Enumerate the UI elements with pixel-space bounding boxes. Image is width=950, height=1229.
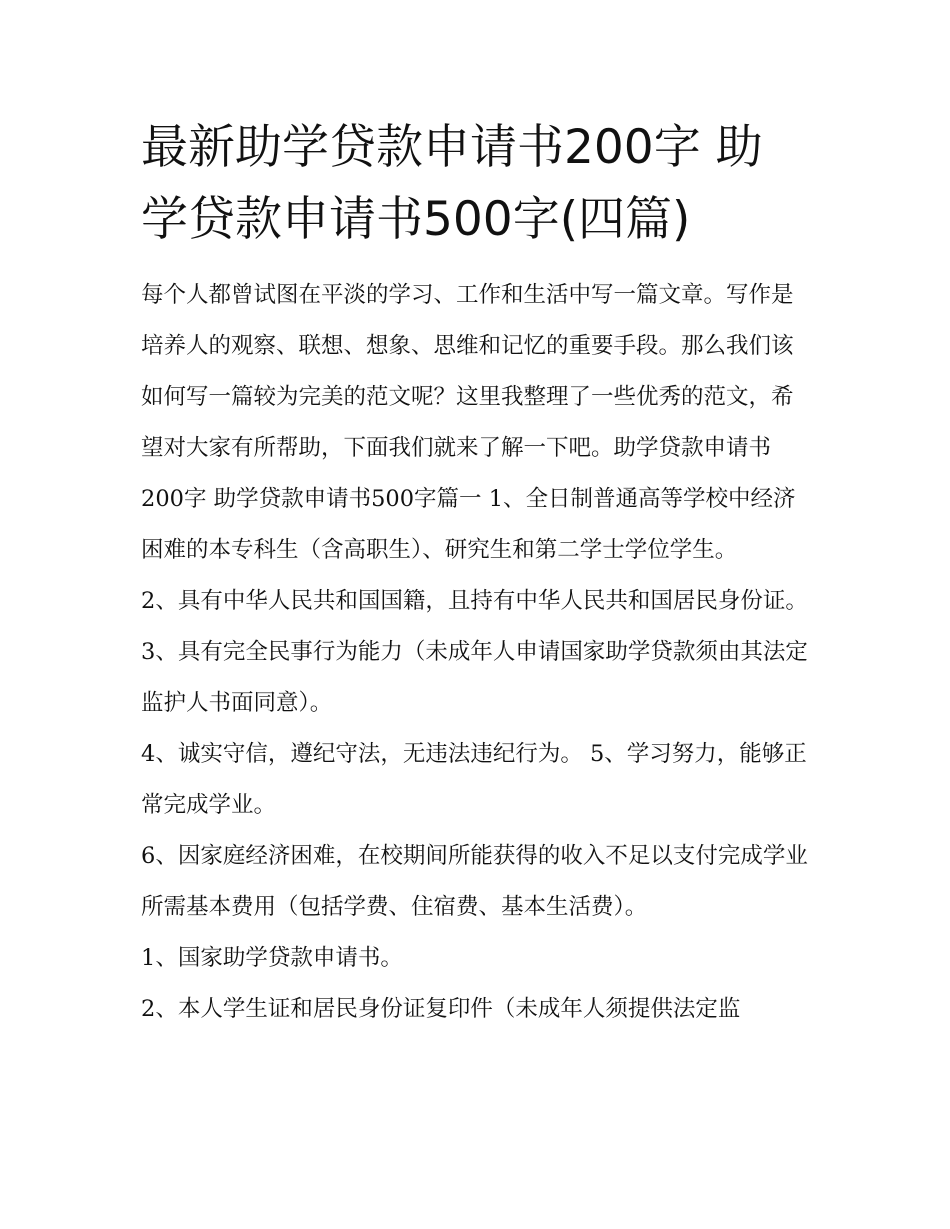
paragraph-item-6: 6、因家庭经济困难，在校期间所能获得的收入不足以支付完成学业所需基本费用（包括学费、住宿费、基本生活费）。 bbox=[141, 843, 808, 920]
paragraph-material-2: 2、本人学生证和居民身份证复印件（未成年人须提供法定监 bbox=[141, 996, 741, 1022]
paragraph-item-4-5: 4、诚实守信，遵纪守法，无违法违纪行为。 5、学习努力，能够正常完成学业。 bbox=[141, 741, 807, 818]
document-content bbox=[141, 112, 813, 1035]
paragraph-material-1: 1、国家助学贷款申请书。 bbox=[141, 945, 403, 971]
title-line-1: 最新助学贷款申请书200字 助 bbox=[141, 120, 763, 175]
paragraph-intro: 每个人都曾试图在平淡的学习、工作和生活中写一篇文章。写作是培养人的观察、联想、想象、思维和记忆的重要手段。那么我们该如何写一篇较为完美的范文呢？这里我整理了一些优秀的范文，希望对大家有所帮助，下面我们就来了解一下吧。助学贷款申请书200字 助学贷款申请书500字篇一 1、全日制普通高等学校中经济困难的本专科生（含高职生）、研究生和第二学士学位学生。 bbox=[141, 282, 796, 563]
paragraph-item-2-3: 2、具有中华人民共和国国籍，且持有中华人民共和国居民身份证。 3、具有完全民事行为能力（未成年人申请国家助学贷款须由其法定监护人书面同意）。 bbox=[141, 588, 808, 716]
document-body bbox=[141, 270, 813, 1035]
title-line-2: 学贷款申请书500字(四篇) bbox=[141, 192, 691, 247]
document-title bbox=[141, 112, 813, 256]
